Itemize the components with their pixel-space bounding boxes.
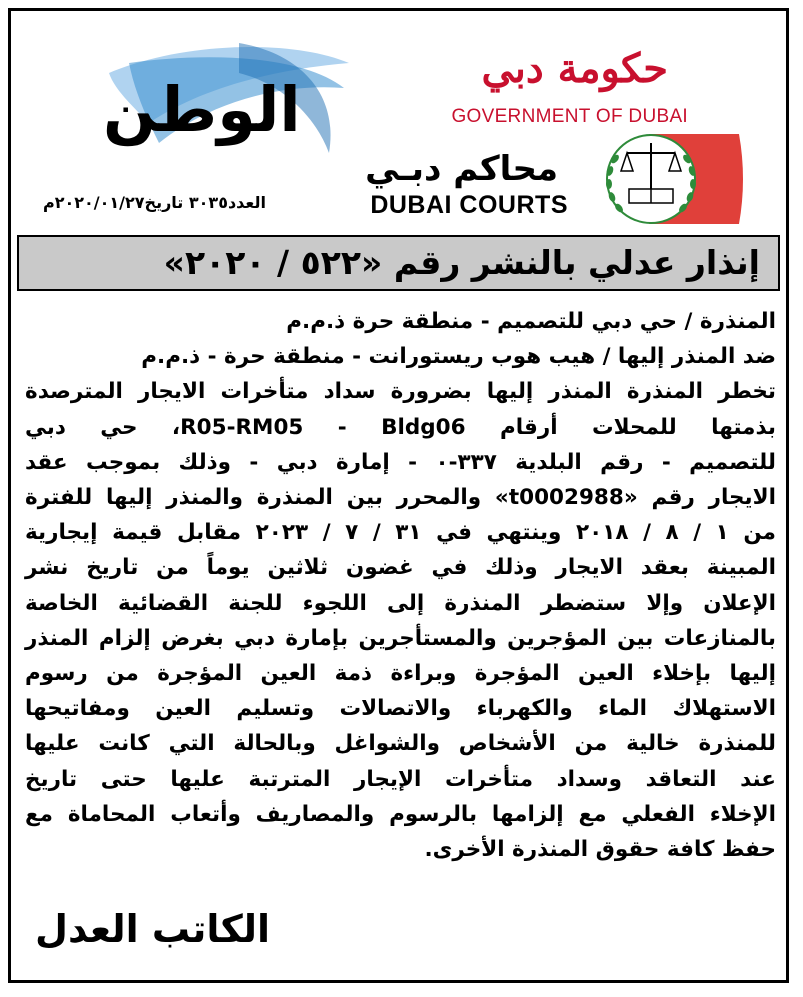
notice-title: إنذار عدلي بالنشر رقم «٥٢٢ / ٢٠٢٠»	[163, 243, 760, 282]
body-line: الإعلان وإلا ستضطر المنذرة إلى اللجوء للجنة القضائية الخاصة	[25, 590, 776, 616]
notice-title-bar	[17, 235, 780, 291]
body-line: من ١ / ٨ / ٢٠١٨ وينتهي في ٣١ / ٧ / ٢٠٢٣ مقابل قيمة إيجارية	[25, 520, 776, 546]
body-line: الاستهلاك الماء والكهرباء والاتصالات وتسليم العين ومفاتيحها	[25, 696, 776, 722]
body-line: بذمتها للمحلات أرقام R05-RM05 - Bldg06، حي دبي	[25, 414, 776, 440]
body-line: حفظ كافة حقوق المنذرة الأخرى.	[424, 837, 776, 863]
issue-info: العدد٣٠٣٥ تاريخ٢٠٢٠/٠١/٢٧م	[43, 193, 266, 212]
notice-frame	[8, 8, 789, 983]
body-line: ضد المنذر إليها / هيب هوب ريستورانت - منطقة حرة - ذ.م.م	[141, 344, 776, 370]
dubai-courts-emblem-icon	[589, 129, 747, 229]
body-line: تخطر المنذرة المنذر إليها بضرورة سداد متأخرات الايجار المترصدة	[25, 379, 776, 405]
body-line: للمنذرة خالية من الأشخاص والشواغل وبالحالة التي كانت عليها	[25, 731, 776, 757]
newspaper-name: الوطن	[103, 73, 301, 146]
courts-english-label: DUBAI COURTS	[370, 191, 568, 219]
body-line: إليها بإخلاء العين المؤجرة وبراءة ذمة العين المؤجرة من رسوم	[25, 661, 776, 687]
government-arabic-logo: حكومة دبي	[481, 45, 668, 92]
body-line: عند التعاقد وسداد متأخرات الإيجار المترتبة عليها حتى تاريخ	[25, 766, 776, 792]
body-line: المبينة بعقد الايجار وذلك في غضون ثلاثين يوماً من تاريخ نشر	[25, 555, 776, 581]
notary-signature: الكاتب العدل	[35, 907, 271, 951]
notice-body	[25, 304, 776, 867]
body-line: الايجار رقم «t0002988» والمحرر بين المنذرة والمنذر إليها للفترة	[25, 485, 776, 511]
body-line: المنذرة / حي دبي للتصميم - منطقة حرة ذ.م.م	[286, 309, 776, 334]
header	[11, 11, 786, 233]
courts-arabic-label: محاكم دبـي	[365, 149, 558, 189]
body-line: الإخلاء الفعلي مع إلزامها بالرسوم والمصاريف وأتعاب المحاماة مع	[25, 801, 776, 827]
body-line: للتصميم - رقم البلدية ٣٣٧-٠ - إمارة دبي - وذلك بموجب عقد	[25, 449, 776, 475]
government-english-label: GOVERNMENT OF DUBAI	[451, 106, 688, 127]
body-line: بالمنازعات بين المؤجرين والمستأجرين بإمارة دبي بغرض إلزام المنذر	[25, 625, 776, 651]
